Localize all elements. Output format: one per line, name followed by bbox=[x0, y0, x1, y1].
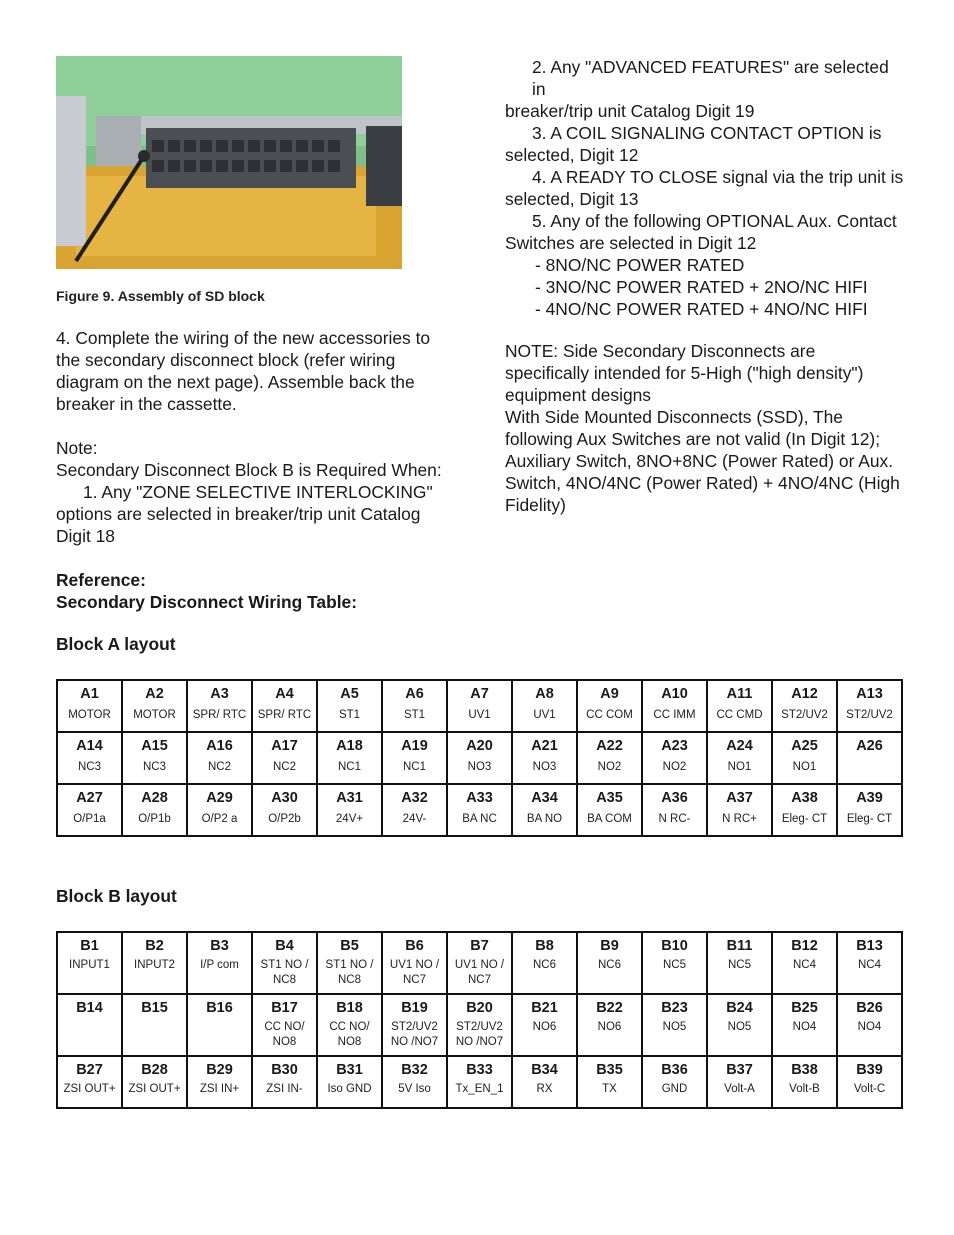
block-a-cell bbox=[772, 784, 837, 836]
block-b-cell bbox=[382, 932, 447, 994]
terminal-label: NC2 bbox=[272, 761, 296, 773]
terminal-label: NO6 bbox=[532, 1021, 557, 1033]
terminal-id: B36 bbox=[661, 1062, 688, 1078]
block-b-cell bbox=[447, 994, 512, 1056]
terminal-label: ST2/UV2 NO /NO7 bbox=[455, 1021, 504, 1048]
block-b-cell bbox=[577, 994, 642, 1056]
block-b-cell bbox=[642, 1056, 707, 1108]
note-item-1: 1. Any "ZONE SELECTIVE INTERLOCKING" bbox=[83, 482, 433, 502]
step4-line: diagram on the next page). Assemble back the bbox=[56, 372, 415, 392]
block-b-cell bbox=[642, 994, 707, 1056]
terminal-label: NO4 bbox=[792, 1021, 817, 1033]
terminal-label: O/P2b bbox=[268, 813, 301, 825]
ssd-note-line: Auxiliary Switch, 8NO+8NC (Power Rated) or Aux. bbox=[505, 451, 894, 471]
terminal-label: UV1 bbox=[533, 709, 556, 721]
block-a-cell bbox=[512, 784, 577, 836]
block-a-cell bbox=[642, 732, 707, 784]
terminal-label: NO1 bbox=[792, 761, 817, 773]
terminal-id: B12 bbox=[791, 938, 818, 954]
block-a-cell bbox=[837, 732, 902, 784]
step4-line: breaker in the cassette. bbox=[56, 394, 237, 414]
block-a-cell bbox=[57, 784, 122, 836]
terminal-id: A4 bbox=[275, 686, 294, 702]
terminal-label: RX bbox=[536, 1083, 553, 1095]
terminal-label: NC3 bbox=[77, 761, 101, 773]
aux-option: - 8NO/NC POWER RATED bbox=[535, 255, 745, 275]
block-b-cell bbox=[707, 932, 772, 994]
terminal-label: Eleg- CT bbox=[846, 813, 893, 825]
terminal-label: NC1 bbox=[337, 761, 361, 773]
block-a-cell bbox=[837, 784, 902, 836]
block-a-cell bbox=[187, 732, 252, 784]
block-a-cell bbox=[577, 732, 642, 784]
block-a-cell bbox=[577, 784, 642, 836]
note-item-1-cont: Digit 18 bbox=[56, 526, 115, 546]
block-b-row bbox=[57, 932, 902, 994]
terminal-id: A18 bbox=[336, 738, 363, 754]
terminal-label: ST1 bbox=[403, 709, 426, 721]
terminal-label: NC3 bbox=[142, 761, 166, 773]
block-a-row bbox=[57, 732, 902, 784]
terminal-label: Tx_EN_1 bbox=[455, 1083, 504, 1095]
terminal-label: ST2/UV2 bbox=[846, 709, 893, 721]
terminal-id: B1 bbox=[80, 938, 99, 954]
terminal-id: A1 bbox=[80, 686, 99, 702]
block-a-row bbox=[57, 680, 902, 732]
note-item-4: 4. A READY TO CLOSE signal via the trip unit is bbox=[532, 167, 904, 187]
block-a-cell bbox=[512, 680, 577, 732]
terminal-id: A5 bbox=[340, 686, 359, 702]
terminal-label: UV1 NO / NC7 bbox=[454, 959, 505, 986]
block-a-cell bbox=[642, 680, 707, 732]
terminal-id: A33 bbox=[466, 790, 493, 806]
block-b-cell bbox=[382, 1056, 447, 1108]
block-a-cell bbox=[642, 784, 707, 836]
block-b-cell bbox=[642, 932, 707, 994]
assembly-photo bbox=[56, 56, 402, 269]
terminal-id: A12 bbox=[791, 686, 818, 702]
terminal-id: B10 bbox=[661, 938, 688, 954]
terminal-id: A7 bbox=[470, 686, 489, 702]
terminal-label: NC6 bbox=[597, 959, 621, 971]
terminal-label: ZSI OUT+ bbox=[63, 1083, 116, 1095]
block-b-cell bbox=[317, 932, 382, 994]
terminal-id: B37 bbox=[726, 1062, 753, 1078]
ssd-note-line: equipment designs bbox=[505, 385, 651, 405]
block-b-cell bbox=[707, 1056, 772, 1108]
terminal-id: A2 bbox=[145, 686, 164, 702]
terminal-id: A16 bbox=[206, 738, 233, 754]
block-b-cell bbox=[122, 932, 187, 994]
terminal-label: CC CMD bbox=[716, 709, 763, 721]
terminal-label: ST1 bbox=[338, 709, 361, 721]
terminal-label: BA NC bbox=[462, 813, 497, 825]
figure-caption: Figure 9. Assembly of SD block bbox=[56, 288, 265, 304]
terminal-id: A20 bbox=[466, 738, 493, 754]
terminal-id: B13 bbox=[856, 938, 883, 954]
terminal-id: A26 bbox=[856, 738, 883, 754]
terminal-id: A24 bbox=[726, 738, 753, 754]
block-b-cell bbox=[252, 994, 317, 1056]
terminal-id: A38 bbox=[791, 790, 818, 806]
terminal-label: O/P2 a bbox=[201, 813, 238, 825]
terminal-label: ST2/UV2 bbox=[781, 709, 828, 721]
block-b-cell bbox=[317, 1056, 382, 1108]
terminal-id: B16 bbox=[206, 1000, 233, 1016]
terminal-label: BA COM bbox=[587, 813, 632, 825]
terminal-label: CC NO/ NO8 bbox=[329, 1021, 370, 1048]
terminal-label: 24V- bbox=[402, 813, 427, 825]
terminal-id: A3 bbox=[210, 686, 229, 702]
terminal-label: NO5 bbox=[727, 1021, 752, 1033]
block-a-cell bbox=[382, 784, 447, 836]
terminal-id: A9 bbox=[600, 686, 619, 702]
terminal-id: A10 bbox=[661, 686, 688, 702]
terminal-label: NC1 bbox=[402, 761, 426, 773]
block-b-cell bbox=[447, 932, 512, 994]
terminal-id: A37 bbox=[726, 790, 753, 806]
terminal-id: A6 bbox=[405, 686, 424, 702]
terminal-label: I/P com bbox=[200, 959, 239, 971]
terminal-label: ZSI IN+ bbox=[199, 1083, 240, 1095]
terminal-label: CC COM bbox=[586, 709, 633, 721]
terminal-id: A15 bbox=[141, 738, 168, 754]
terminal-label: Volt-A bbox=[724, 1083, 755, 1095]
terminal-id: B19 bbox=[401, 1000, 428, 1016]
terminal-id: B33 bbox=[466, 1062, 493, 1078]
block-a-cell bbox=[122, 784, 187, 836]
terminal-label: INPUT1 bbox=[69, 959, 110, 971]
terminal-label: 24V+ bbox=[335, 813, 364, 825]
terminal-id: B29 bbox=[206, 1062, 233, 1078]
block-a-cell bbox=[122, 732, 187, 784]
block-a-cell bbox=[317, 784, 382, 836]
block-b-cell bbox=[187, 1056, 252, 1108]
terminal-label: NC5 bbox=[727, 959, 751, 971]
terminal-id: B39 bbox=[856, 1062, 883, 1078]
block-b-cell bbox=[772, 1056, 837, 1108]
block-b-cell bbox=[57, 1056, 122, 1108]
block-a-cell bbox=[447, 784, 512, 836]
terminal-label: CC NO/ NO8 bbox=[264, 1021, 305, 1048]
terminal-label: NO3 bbox=[467, 761, 492, 773]
terminal-id: A34 bbox=[531, 790, 558, 806]
block-a-cell bbox=[252, 680, 317, 732]
terminal-id: B5 bbox=[340, 938, 359, 954]
block-b-cell bbox=[252, 1056, 317, 1108]
terminal-label: SPR/ RTC bbox=[257, 709, 312, 721]
block-b-cell bbox=[57, 994, 122, 1056]
note-item-2: 2. Any "ADVANCED FEATURES" are selected in bbox=[532, 57, 889, 99]
terminal-id: B30 bbox=[271, 1062, 298, 1078]
terminal-id: A21 bbox=[531, 738, 558, 754]
terminal-id: A19 bbox=[401, 738, 428, 754]
block-a-cell bbox=[447, 732, 512, 784]
ssd-note bbox=[505, 340, 905, 516]
terminal-id: B14 bbox=[76, 1000, 103, 1016]
block-a-row bbox=[57, 784, 902, 836]
terminal-label: NO1 bbox=[727, 761, 752, 773]
terminal-id: B21 bbox=[531, 1000, 558, 1016]
step4-line: the secondary disconnect block (refer wiring bbox=[56, 350, 396, 370]
block-a-title: Block A layout bbox=[56, 634, 176, 654]
terminal-label: CC IMM bbox=[653, 709, 696, 721]
terminal-label: 5V Iso bbox=[398, 1083, 431, 1095]
ssd-note-line: specifically intended for 5-High ("high density") bbox=[505, 363, 864, 383]
step4-line: 4. Complete the wiring of the new accessories to bbox=[56, 328, 431, 348]
block-b-cell bbox=[122, 1056, 187, 1108]
block-a-cell bbox=[382, 680, 447, 732]
ssd-note-line: With Side Mounted Disconnects (SSD), The bbox=[505, 407, 843, 427]
block-b-cell bbox=[512, 994, 577, 1056]
terminal-label: BA NO bbox=[526, 813, 563, 825]
block-b-cell bbox=[707, 994, 772, 1056]
block-a-cell bbox=[317, 680, 382, 732]
terminal-id: A31 bbox=[336, 790, 363, 806]
block-b-cell bbox=[122, 994, 187, 1056]
terminal-label: N RC- bbox=[658, 813, 691, 825]
terminal-label: O/P1a bbox=[73, 813, 106, 825]
block-b-cell bbox=[837, 994, 902, 1056]
terminal-id: B23 bbox=[661, 1000, 688, 1016]
note-item-5-cont: Switches are selected in Digit 12 bbox=[505, 233, 757, 253]
terminal-id: A17 bbox=[271, 738, 298, 754]
terminal-label: ST1 NO / NC8 bbox=[325, 959, 374, 986]
terminal-label: ST2/UV2 NO /NO7 bbox=[390, 1021, 439, 1048]
block-a-cell bbox=[382, 732, 447, 784]
left-text-column bbox=[56, 327, 456, 613]
terminal-id: B6 bbox=[405, 938, 424, 954]
terminal-label: ST1 NO / NC8 bbox=[260, 959, 309, 986]
terminal-id: A27 bbox=[76, 790, 103, 806]
terminal-label: NO5 bbox=[662, 1021, 687, 1033]
terminal-id: A23 bbox=[661, 738, 688, 754]
terminal-id: A8 bbox=[535, 686, 554, 702]
terminal-label bbox=[838, 758, 901, 760]
block-b-cell bbox=[187, 994, 252, 1056]
terminal-label: NC6 bbox=[532, 959, 556, 971]
terminal-id: B2 bbox=[145, 938, 164, 954]
terminal-label: Volt-B bbox=[789, 1083, 820, 1095]
block-a-cell bbox=[707, 784, 772, 836]
terminal-id: A39 bbox=[856, 790, 883, 806]
note-item-1-cont: options are selected in breaker/trip unit Catalog bbox=[56, 504, 421, 524]
block-a-cell bbox=[122, 680, 187, 732]
terminal-id: A22 bbox=[596, 738, 623, 754]
terminal-id: B26 bbox=[856, 1000, 883, 1016]
terminal-id: B15 bbox=[141, 1000, 168, 1016]
note-item-3: 3. A COIL SIGNALING CONTACT OPTION is bbox=[532, 123, 882, 143]
terminal-label: Volt-C bbox=[853, 1083, 886, 1095]
note-item-3-cont: selected, Digit 12 bbox=[505, 145, 639, 165]
note-item-4-cont: selected, Digit 13 bbox=[505, 189, 639, 209]
note-title: Note: bbox=[56, 438, 98, 458]
terminal-label: MOTOR bbox=[133, 709, 176, 721]
block-a-cell bbox=[252, 732, 317, 784]
block-b-cell bbox=[577, 932, 642, 994]
block-a-cell bbox=[252, 784, 317, 836]
terminal-label: NO4 bbox=[857, 1021, 882, 1033]
terminal-id: B18 bbox=[336, 1000, 363, 1016]
block-b-row bbox=[57, 994, 902, 1056]
terminal-id: B38 bbox=[791, 1062, 818, 1078]
terminal-id: A35 bbox=[596, 790, 623, 806]
terminal-label: ZSI IN- bbox=[266, 1083, 303, 1095]
terminal-id: A28 bbox=[141, 790, 168, 806]
block-b-row bbox=[57, 1056, 902, 1108]
block-b-cell bbox=[317, 994, 382, 1056]
terminal-id: B35 bbox=[596, 1062, 623, 1078]
aux-option: - 3NO/NC POWER RATED + 2NO/NC HIFI bbox=[535, 277, 868, 297]
terminal-id: B17 bbox=[271, 1000, 298, 1016]
block-b-cell bbox=[57, 932, 122, 994]
block-b-cell bbox=[837, 932, 902, 994]
block-b-cell bbox=[187, 932, 252, 994]
terminal-id: A11 bbox=[726, 686, 753, 702]
block-a-cell bbox=[187, 784, 252, 836]
note-item-5: 5. Any of the following OPTIONAL Aux. Contact bbox=[532, 211, 897, 231]
block-a-cell bbox=[512, 732, 577, 784]
right-text-column bbox=[505, 56, 905, 320]
terminal-label: NO6 bbox=[597, 1021, 622, 1033]
terminal-id: B9 bbox=[600, 938, 619, 954]
block-a-cell bbox=[57, 680, 122, 732]
block-b-cell bbox=[577, 1056, 642, 1108]
block-a-cell bbox=[577, 680, 642, 732]
block-a-cell bbox=[57, 732, 122, 784]
terminal-label: INPUT2 bbox=[134, 959, 175, 971]
terminal-label: UV1 bbox=[468, 709, 491, 721]
terminal-id: B3 bbox=[210, 938, 229, 954]
block-b-cell bbox=[252, 932, 317, 994]
terminal-id: B8 bbox=[535, 938, 554, 954]
block-b-cell bbox=[447, 1056, 512, 1108]
ssd-note-line: NOTE: Side Secondary Disconnects are bbox=[505, 341, 816, 361]
terminal-label: Eleg- CT bbox=[781, 813, 828, 825]
block-a-cell bbox=[707, 680, 772, 732]
terminal-id: A36 bbox=[661, 790, 688, 806]
block-b-cell bbox=[512, 1056, 577, 1108]
terminal-id: B20 bbox=[466, 1000, 493, 1016]
terminal-id: B28 bbox=[141, 1062, 168, 1078]
block-b-cell bbox=[512, 932, 577, 994]
block-a-table bbox=[56, 679, 903, 837]
terminal-id: B27 bbox=[76, 1062, 103, 1078]
terminal-id: A14 bbox=[76, 738, 103, 754]
wiring-table-heading: Secondary Disconnect Wiring Table: bbox=[56, 592, 358, 612]
terminal-label: Iso GND bbox=[327, 1083, 372, 1095]
aux-option: - 4NO/NC POWER RATED + 4NO/NC HIFI bbox=[535, 299, 868, 319]
block-b-title: Block B layout bbox=[56, 886, 177, 906]
terminal-id: B4 bbox=[275, 938, 294, 954]
terminal-id: B22 bbox=[596, 1000, 623, 1016]
block-b-table bbox=[56, 931, 903, 1109]
terminal-label: N RC+ bbox=[722, 813, 757, 825]
terminal-label: NC5 bbox=[662, 959, 686, 971]
ssd-note-line: Switch, 4NO/4NC (Power Rated) + 4NO/4NC (High bbox=[505, 473, 900, 493]
ssd-note-line: following Aux Switches are not valid (In Digit 12); bbox=[505, 429, 881, 449]
note-item-2-cont: breaker/trip unit Catalog Digit 19 bbox=[505, 101, 755, 121]
terminal-label: GND bbox=[661, 1083, 688, 1095]
block-b-cell bbox=[772, 994, 837, 1056]
note-line: Secondary Disconnect Block B is Required When: bbox=[56, 460, 442, 480]
terminal-id: B25 bbox=[791, 1000, 818, 1016]
block-a-cell bbox=[447, 680, 512, 732]
terminal-label: NO2 bbox=[662, 761, 687, 773]
terminal-label: NC4 bbox=[857, 959, 881, 971]
terminal-label: NO2 bbox=[597, 761, 622, 773]
terminal-label: O/P1b bbox=[138, 813, 171, 825]
block-a-cell bbox=[772, 732, 837, 784]
terminal-id: B32 bbox=[401, 1062, 428, 1078]
terminal-id: B24 bbox=[726, 1000, 753, 1016]
block-b-cell bbox=[837, 1056, 902, 1108]
terminal-id: B31 bbox=[336, 1062, 363, 1078]
reference-heading: Reference: bbox=[56, 570, 146, 590]
terminal-label: TX bbox=[602, 1083, 617, 1095]
block-a-cell bbox=[837, 680, 902, 732]
terminal-label: NC4 bbox=[792, 959, 816, 971]
terminal-label: MOTOR bbox=[68, 709, 111, 721]
terminal-label: SPR/ RTC bbox=[192, 709, 247, 721]
terminal-id: A25 bbox=[791, 738, 818, 754]
ssd-note-line: Fidelity) bbox=[505, 495, 566, 515]
terminal-id: B34 bbox=[531, 1062, 558, 1078]
terminal-label: ZSI OUT+ bbox=[128, 1083, 181, 1095]
terminal-id: A13 bbox=[856, 686, 883, 702]
terminal-label: UV1 NO / NC7 bbox=[389, 959, 440, 986]
terminal-id: B7 bbox=[470, 938, 489, 954]
terminal-label: NO3 bbox=[532, 761, 557, 773]
block-b-cell bbox=[382, 994, 447, 1056]
terminal-id: A29 bbox=[206, 790, 233, 806]
block-b-cell bbox=[772, 932, 837, 994]
block-a-cell bbox=[317, 732, 382, 784]
block-a-cell bbox=[707, 732, 772, 784]
terminal-id: A32 bbox=[401, 790, 428, 806]
terminal-id: B11 bbox=[726, 938, 753, 954]
block-a-cell bbox=[187, 680, 252, 732]
block-a-cell bbox=[772, 680, 837, 732]
terminal-id: A30 bbox=[271, 790, 298, 806]
terminal-label: NC2 bbox=[207, 761, 231, 773]
